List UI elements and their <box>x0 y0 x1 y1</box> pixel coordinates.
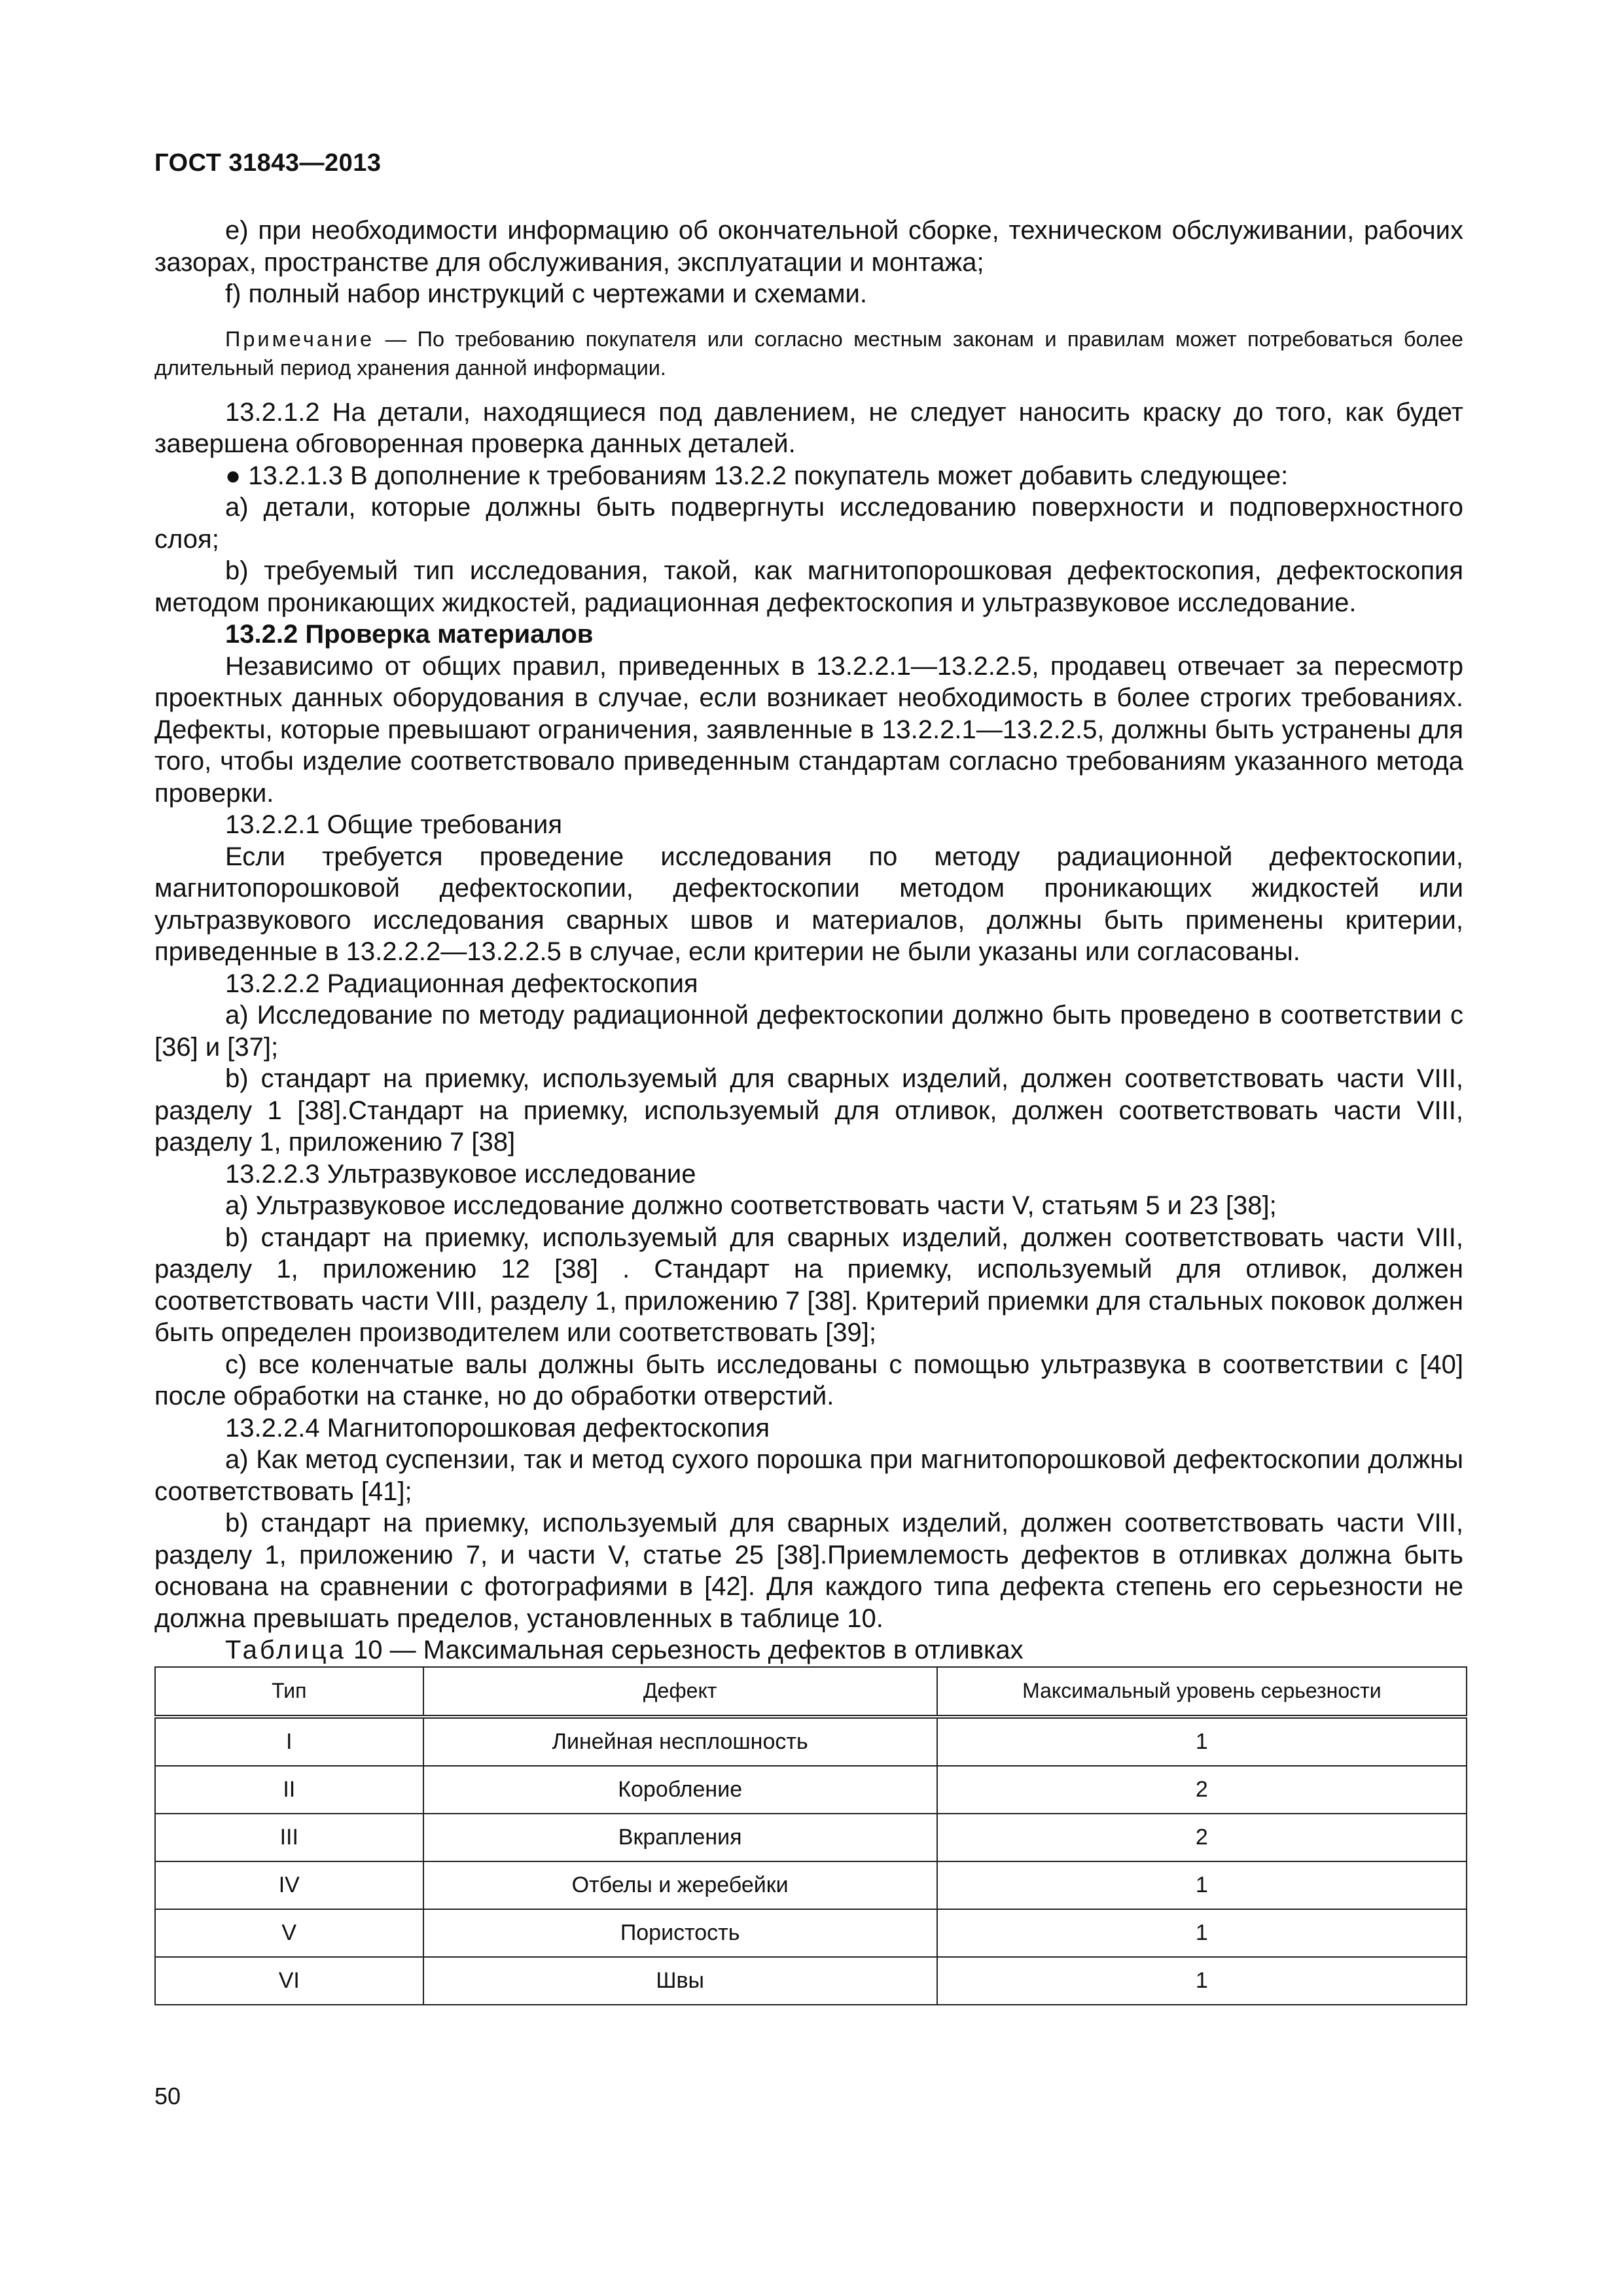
table-row <box>155 1814 1467 1861</box>
defects-table <box>154 1666 1467 2005</box>
paragraph: b) требуемый тип исследования, такой, как магнитопорошковая дефектоскопия, дефектоскопия методом проникающих жидкостей, радиационная дефектоскопия и ультразвуковое исследование. <box>154 556 1463 617</box>
paragraph: ● 13.2.1.3 В дополнение к требованиям 13.2.2 покупатель может добавить следующее: <box>225 461 1289 490</box>
document-body <box>154 215 1463 2005</box>
cell-defect: Пористость <box>423 1909 937 1957</box>
section-heading: 13.2.2 Проверка материалов <box>225 620 594 649</box>
table-header-row <box>155 1667 1467 1717</box>
table-row <box>155 1957 1467 2005</box>
column-header-type: Тип <box>155 1667 423 1717</box>
cell-defect: Вкрапления <box>423 1814 937 1861</box>
note-text: — По требованию покупателя или согласно местным законам и правилам может потребоваться более длительный период хранения данной информации. <box>154 327 1463 380</box>
cell-severity: 1 <box>937 1861 1467 1909</box>
cell-defect: Швы <box>423 1957 937 2005</box>
paragraph: Если требуется проведение исследования по методу радиационной дефектоскопии, магнитопорошковой дефектоскопии, дефектоскопии методом проникающих жидкостей или ультразвукового исследования сварных швов и материалов, должны быть применены критерии, приведенные в 13.2.2.2—13.2.2.5 в случае, если критерии не были указаны или согласованы. <box>154 842 1463 966</box>
cell-severity: 1 <box>937 1957 1467 2005</box>
column-header-severity: Максимальный уровень серьезности <box>937 1667 1467 1717</box>
paragraph: b) стандарт на приемку, используемый для сварных изделий, должен соответствовать части VIII, разделу 1 [38].Стандарт на приемку, используемый для отливок, должен соответствовать части VIII, разделу 1, приложению 7 [38] <box>154 1064 1463 1157</box>
cell-severity: 2 <box>937 1766 1467 1814</box>
note <box>154 325 1463 382</box>
cell-defect: Отбелы и жеребейки <box>423 1861 937 1909</box>
cell-severity: 1 <box>937 1717 1467 1766</box>
cell-type: IV <box>155 1861 423 1909</box>
paragraph: b) стандарт на приемку, используемый для сварных изделий, должен соответствовать части VIII, разделу 1, приложению 12 [38] . Стандарт на приемку, используемый для отливок, должен соответствовать части VIII, разделу 1, приложению 7 [38]. Критерий приемки для стальных поковок должен быть определен производителем или соответствовать [39]; <box>154 1223 1463 1347</box>
table-row <box>155 1766 1467 1814</box>
note-label: Примечание <box>225 327 375 351</box>
paragraph: a) Ультразвуковое исследование должно соответствовать части V, статьям 5 и 23 [38]; <box>225 1191 1277 1220</box>
document-header: ГОСТ 31843—2013 <box>154 149 382 177</box>
subsection-heading: 13.2.2.2 Радиационная дефектоскопия <box>225 969 698 998</box>
table-row <box>155 1861 1467 1909</box>
cell-defect: Линейная несплошность <box>423 1717 937 1766</box>
cell-type: V <box>155 1909 423 1957</box>
table-caption-text: 10 — Максимальная серьезность дефектов в отливках <box>346 1636 1024 1664</box>
subsection-heading: 13.2.2.1 Общие требования <box>225 810 562 839</box>
paragraph: f) полный набор инструкций с чертежами и схемами. <box>225 279 867 308</box>
paragraph: 13.2.1.2 На детали, находящиеся под давлением, не следует наносить краску до того, как будет завершена обговоренная проверка данных деталей. <box>154 397 1463 458</box>
cell-defect: Коробление <box>423 1766 937 1814</box>
cell-severity: 2 <box>937 1814 1467 1861</box>
subsection-heading: 13.2.2.3 Ультразвуковое исследование <box>225 1159 696 1189</box>
cell-type: I <box>155 1717 423 1766</box>
paragraph: b) стандарт на приемку, используемый для сварных изделий, должен соответствовать части VIII, разделу 1, приложению 7, и части V, статье 25 [38].Приемлемость дефектов в отливках должна быть основана на сравнении с фотографиями в [42]. Для каждого типа дефекта степень его серьезности не должна превышать пределов, установленных в таблице 10. <box>154 1509 1463 1633</box>
subsection-heading: 13.2.2.4 Магнитопорошковая дефектоскопия <box>225 1413 770 1443</box>
table-caption-label: Таблица <box>225 1636 346 1664</box>
table-row <box>155 1717 1467 1766</box>
paragraph: e) при необходимости информацию об окончательной сборке, техническом обслуживании, рабочих зазорах, пространстве для обслуживания, эксплуатации и монтажа; <box>154 216 1463 277</box>
paragraph: a) Как метод суспензии, так и метод сухого порошка при магнитопорошковой дефектоскопии должны соответствовать [41]; <box>154 1445 1463 1506</box>
page-number: 50 <box>154 2083 181 2109</box>
cell-type: VI <box>155 1957 423 2005</box>
paragraph: a) Исследование по методу радиационной дефектоскопии должно быть проведено в соответствии с [36] и [37]; <box>154 1001 1463 1062</box>
table-row <box>155 1909 1467 1957</box>
cell-type: III <box>155 1814 423 1861</box>
paragraph: c) все коленчатые валы должны быть исследованы с помощью ультразвука в соответствии с [40] после обработки на станке, но до обработки отверстий. <box>154 1350 1463 1410</box>
cell-type: II <box>155 1766 423 1814</box>
paragraph: Независимо от общих правил, приведенных в 13.2.2.1—13.2.2.5, продавец отвечает за пересмотр проектных данных оборудования в случае, если возникает необходимость в более строгих требованиях. Дефекты, которые превышают ограничения, заявленные в 13.2.2.1—13.2.2.5, должны быть устранены для того, чтобы изделие соответствовало приведенным стандартам согласно требованиям указанного метода проверки. <box>154 651 1463 808</box>
cell-severity: 1 <box>937 1909 1467 1957</box>
table-caption <box>154 1634 1463 1666</box>
column-header-defect: Дефект <box>423 1667 937 1717</box>
paragraph: a) детали, которые должны быть подвергнуты исследованию поверхности и подповерхностного слоя; <box>154 493 1463 554</box>
